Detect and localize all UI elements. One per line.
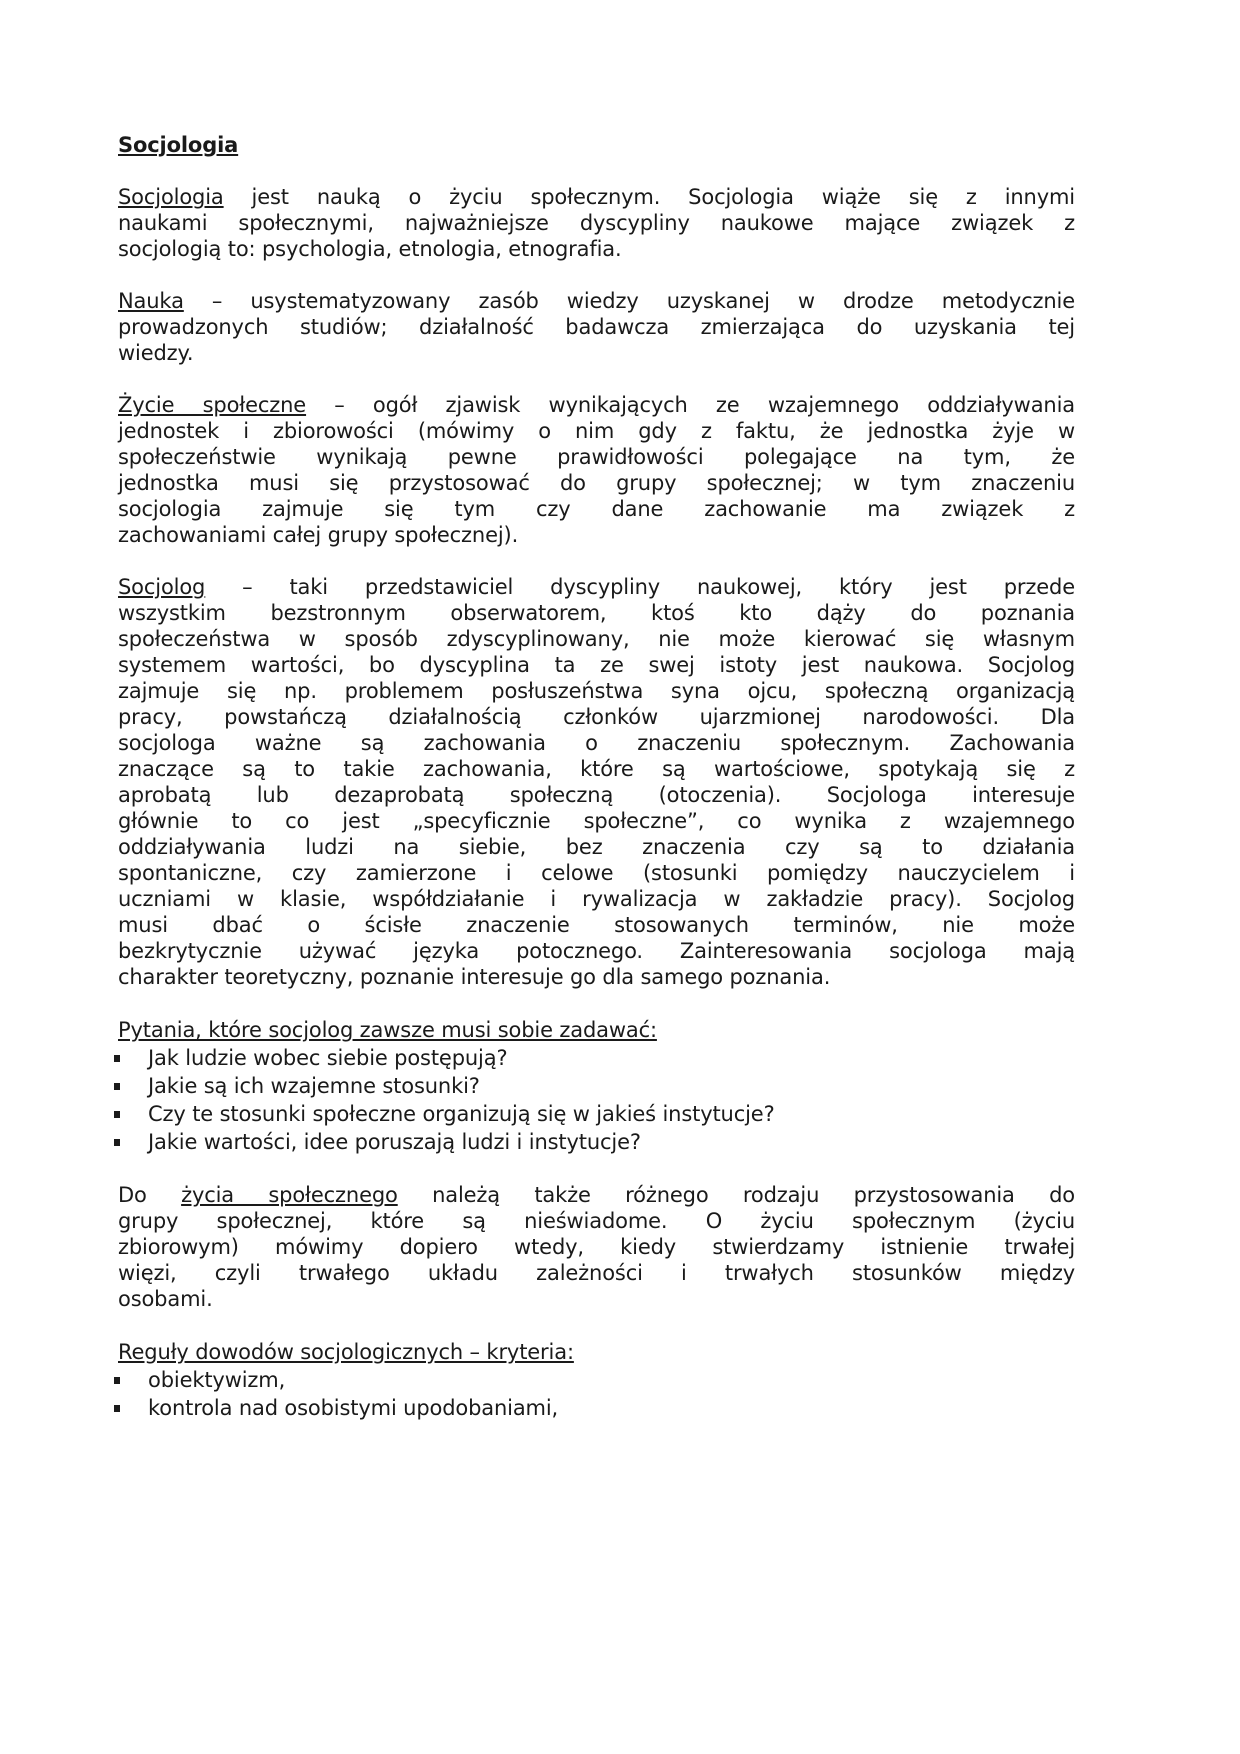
- text-segment: społeczeństwie wynikają pewne prawidłowości polegające na tym, że: [118, 445, 1075, 469]
- text-line: [118, 912, 1075, 938]
- bullet-list: [118, 1338, 1075, 1422]
- spacer: [118, 1312, 1075, 1338]
- text-segment: zachowaniami całej grupy społecznej).: [118, 523, 519, 547]
- defined-term: Socjologia: [118, 185, 224, 209]
- list-item-text: kontrola nad osobistymi upodobaniami,: [148, 1396, 559, 1420]
- square-bullet-icon: [114, 1055, 120, 1062]
- text-line: [118, 808, 1075, 834]
- text-segment: znaczące są to takie zachowania, które są wartościowe, spotykają się z: [118, 757, 1075, 781]
- text-line: [118, 756, 1075, 782]
- document-content: [118, 184, 1075, 1422]
- text-segment: społeczeństwa w sposób zdyscyplinowany, nie może kierować się własnym: [118, 627, 1075, 651]
- document-title: Socjologia: [118, 133, 239, 157]
- text-segment: charakter teoretyczny, poznanie interesuje go dla samego poznania.: [118, 965, 831, 989]
- text-segment: głównie to co jest „specyficznie społeczne”, co wynika z wzajemnego: [118, 809, 1075, 833]
- text-line: [118, 1260, 1075, 1286]
- text-segment: aprobatą lub dezaprobatą społeczną (otoczenia). Socjologa interesuje: [118, 783, 1075, 807]
- text-line: [118, 288, 1075, 314]
- paragraph: [118, 288, 1075, 366]
- text-line: [118, 236, 1075, 262]
- square-bullet-icon: [114, 1111, 120, 1118]
- text-segment: systemem wartości, bo dyscyplina ta ze swej istoty jest naukowa. Socjolog: [118, 653, 1075, 677]
- text-segment: – ogół zjawisk wynikających ze wzajemnego oddziaływania: [306, 393, 1075, 417]
- text-segment: należą także różnego rodzaju przystosowania do: [397, 1183, 1075, 1207]
- text-segment: oddziaływania ludzi na siebie, bez znaczenia czy są to działania: [118, 835, 1075, 859]
- text-line: [118, 730, 1075, 756]
- text-line: [118, 496, 1075, 522]
- list-item-text: obiektywizm,: [148, 1368, 286, 1392]
- text-segment: wiedzy.: [118, 341, 194, 365]
- paragraph: [118, 1182, 1075, 1312]
- text-segment: wszystkim bezstronnym obserwatorem, ktoś kto dąży do poznania: [118, 601, 1075, 625]
- text-segment: spontaniczne, czy zamierzone i celowe (stosunki pomiędzy nauczycielem i: [118, 861, 1075, 885]
- defined-term: życia społecznego: [181, 1183, 398, 1207]
- defined-term: Życie społeczne: [118, 393, 307, 417]
- text-segment: – taki przedstawiciel dyscypliny naukowej, który jest przede: [205, 575, 1075, 599]
- text-line: [118, 1286, 1075, 1312]
- text-segment: naukami społecznymi, najważniejsze dyscypliny naukowe mające związek z: [118, 211, 1075, 235]
- text-line: [118, 1182, 1075, 1208]
- text-line: [118, 340, 1075, 366]
- square-bullet-icon: [114, 1139, 120, 1146]
- square-bullet-icon: [114, 1405, 120, 1412]
- spacer: [118, 158, 1075, 184]
- text-line: [118, 782, 1075, 808]
- text-line: [118, 184, 1075, 210]
- spacer: [118, 548, 1075, 574]
- text-segment: musi dbać o ścisłe znaczenie stosowanych terminów, nie może: [118, 913, 1075, 937]
- text-line: [118, 418, 1075, 444]
- text-line: [118, 652, 1075, 678]
- text-line: [118, 834, 1075, 860]
- list-item: [118, 1100, 1075, 1128]
- spacer: [118, 990, 1075, 1016]
- text-segment: pracy, powstańczą działalnością członków ujarzmionej narodowości. Dla: [118, 705, 1075, 729]
- text-segment: Do: [118, 1183, 182, 1207]
- text-line: [118, 704, 1075, 730]
- paragraph: [118, 574, 1075, 990]
- text-segment: więzi, czyli trwałego układu zależności i trwałych stosunków między: [118, 1261, 1075, 1285]
- paragraph: [118, 184, 1075, 262]
- text-line: [118, 314, 1075, 340]
- text-line: [118, 574, 1075, 600]
- text-segment: bezkrytycznie używać języka potocznego. Zainteresowania socjologa mają: [118, 939, 1075, 963]
- list-item: [118, 1072, 1075, 1100]
- text-line: [118, 626, 1075, 652]
- text-line: [118, 470, 1075, 496]
- text-line: [118, 1208, 1075, 1234]
- text-segment: – usystematyzowany zasób wiedzy uzyskanej w drodze metodycznie: [183, 289, 1075, 313]
- list-item-text: Jakie wartości, idee poruszają ludzi i instytucje?: [148, 1130, 641, 1154]
- text-line: [118, 860, 1075, 886]
- defined-term: Socjolog: [118, 575, 206, 599]
- text-line: [118, 964, 1075, 990]
- paragraph: [118, 392, 1075, 548]
- text-segment: prowadzonych studiów; działalność badawcza zmierzająca do uzyskania tej: [118, 315, 1075, 339]
- text-line: [118, 600, 1075, 626]
- text-segment: jednostka musi się przystosować do grupy społecznej; w tym znaczeniu: [118, 471, 1075, 495]
- text-line: [118, 444, 1075, 470]
- text-line: [118, 886, 1075, 912]
- text-line: [118, 678, 1075, 704]
- square-bullet-icon: [114, 1377, 120, 1384]
- text-segment: socjologią to: psychologia, etnologia, etnografia.: [118, 237, 622, 261]
- text-line: [118, 938, 1075, 964]
- list-item-text: Czy te stosunki społeczne organizują się w jakieś instytucje?: [148, 1102, 775, 1126]
- list-heading: Pytania, które socjolog zawsze musi sobie zadawać:: [118, 1018, 657, 1042]
- text-segment: osobami.: [118, 1287, 213, 1311]
- text-segment: zajmuje się np. problemem posłuszeństwa syna ojcu, społeczną organizacją: [118, 679, 1075, 703]
- text-segment: socjologa ważne są zachowania o znaczeniu społecznym. Zachowania: [118, 731, 1075, 755]
- text-line: [118, 1234, 1075, 1260]
- text-line: [118, 392, 1075, 418]
- spacer: [118, 366, 1075, 392]
- text-segment: grupy społecznej, które są nieświadome. O życiu społecznym (życiu: [118, 1209, 1075, 1233]
- spacer: [118, 262, 1075, 288]
- text-line: [118, 522, 1075, 548]
- spacer: [118, 1156, 1075, 1182]
- document-body: [118, 132, 1075, 1422]
- text-segment: jest nauką o życiu społecznym. Socjologia wiąże się z innymi: [223, 185, 1075, 209]
- list-item: [118, 1044, 1075, 1072]
- text-segment: socjologia zajmuje się tym czy dane zachowanie ma związek z: [118, 497, 1075, 521]
- text-segment: jednostek i zbiorowości (mówimy o nim gdy z faktu, że jednostka żyje w: [118, 419, 1075, 443]
- text-line: [118, 210, 1075, 236]
- defined-term: Nauka: [118, 289, 184, 313]
- list-item: [118, 1128, 1075, 1156]
- bullet-list: [118, 1016, 1075, 1156]
- list-item-text: Jak ludzie wobec siebie postępują?: [148, 1046, 508, 1070]
- list-item: [118, 1394, 1075, 1422]
- list-item-text: Jakie są ich wzajemne stosunki?: [148, 1074, 480, 1098]
- list-item: [118, 1366, 1075, 1394]
- text-segment: zbiorowym) mówimy dopiero wtedy, kiedy stwierdzamy istnienie trwałej: [118, 1235, 1075, 1259]
- list-heading: Reguły dowodów socjologicznych – kryteria:: [118, 1340, 574, 1364]
- square-bullet-icon: [114, 1083, 120, 1090]
- text-segment: uczniami w klasie, współdziałanie i rywalizacja w zakładzie pracy). Socjolog: [118, 887, 1075, 911]
